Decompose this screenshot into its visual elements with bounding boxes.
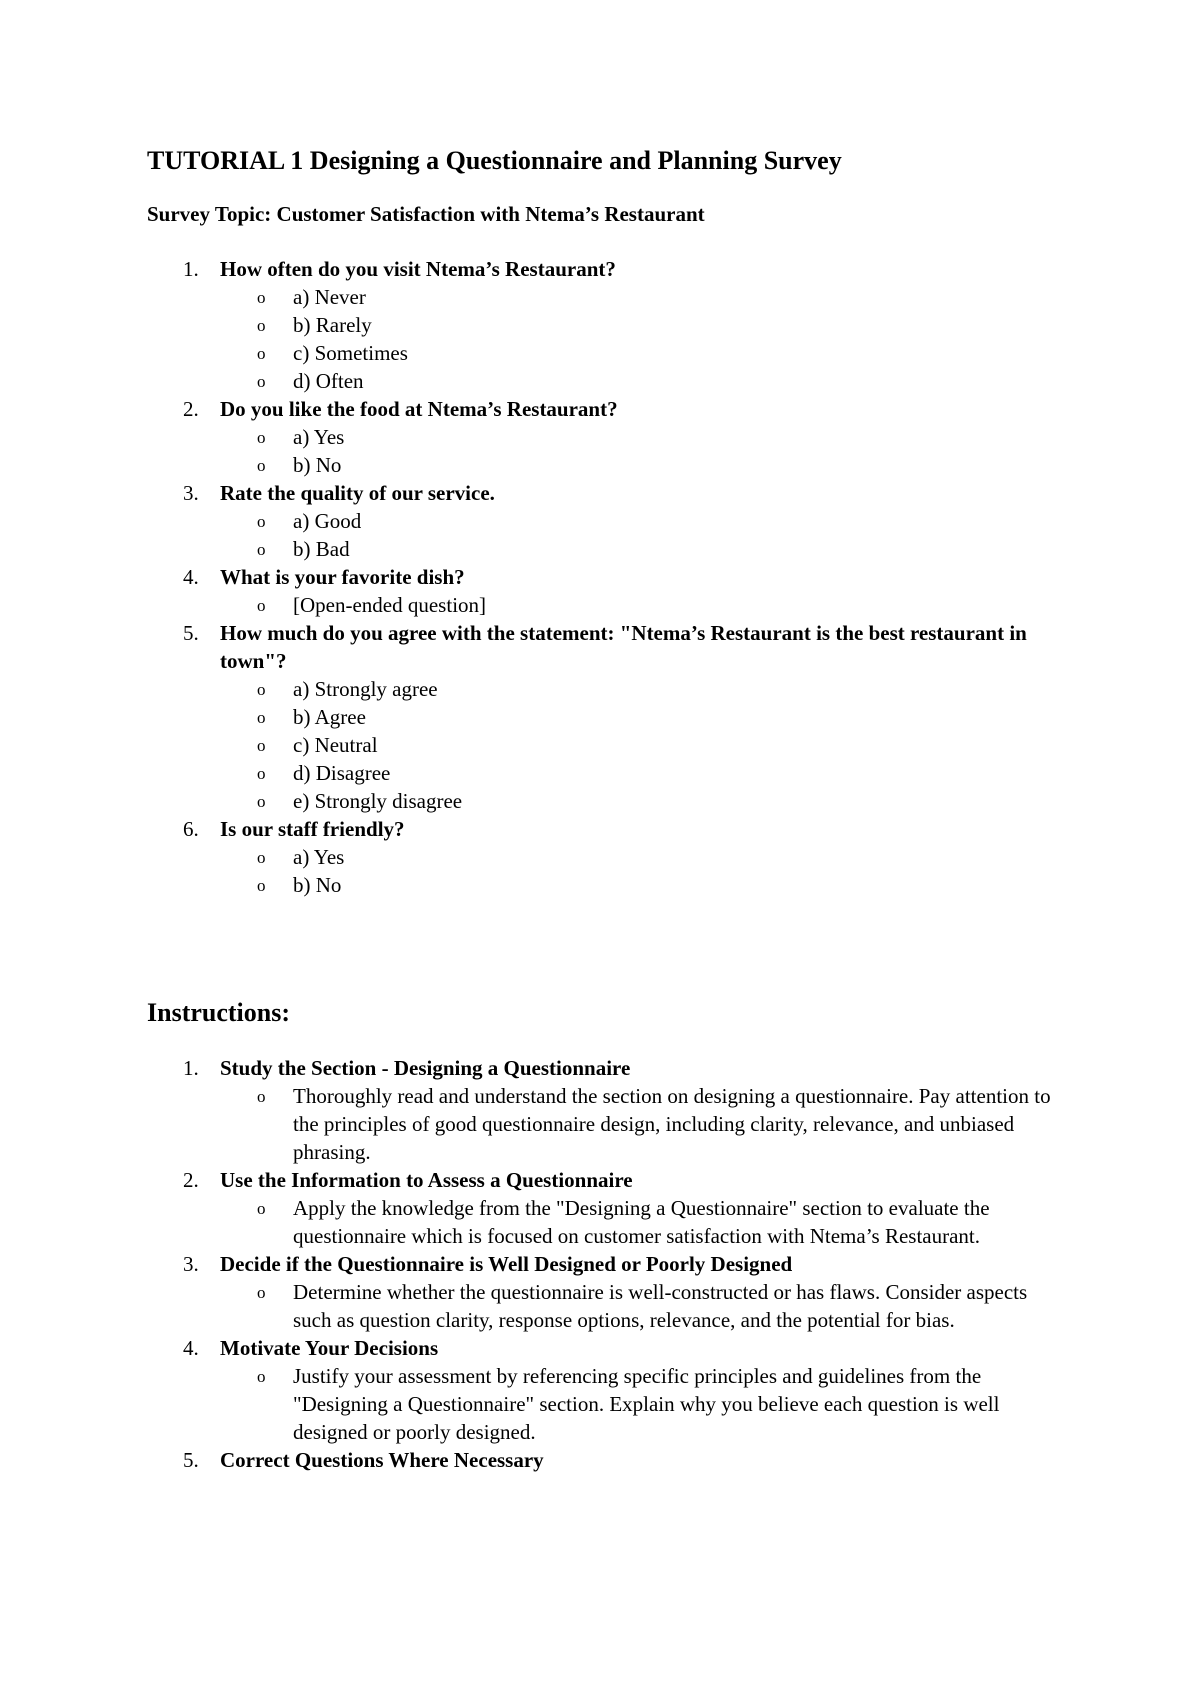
instruction-number: 4. bbox=[183, 1336, 199, 1360]
instruction-title: Use the Information to Assess a Questionnaire bbox=[220, 1168, 633, 1192]
option-text: b) Bad bbox=[293, 537, 350, 561]
option-item bbox=[220, 311, 1067, 339]
option-text: a) Never bbox=[293, 285, 366, 309]
option-item bbox=[220, 423, 1067, 451]
option-item bbox=[220, 871, 1067, 899]
option-item bbox=[220, 787, 1067, 815]
question-list bbox=[147, 255, 1067, 899]
question-number: 4. bbox=[183, 565, 199, 589]
instruction-description-text: Determine whether the questionnaire is well-constructed or has flaws. Consider aspects such as question clarity, response options, relevance, and the potential for bias. bbox=[293, 1280, 1028, 1332]
option-text: b) No bbox=[293, 453, 342, 477]
option-text: a) Yes bbox=[293, 845, 345, 869]
instructions-heading: Instructions: bbox=[147, 998, 291, 1027]
question-item bbox=[147, 395, 1067, 479]
option-item bbox=[220, 703, 1067, 731]
circle-bullet-icon: o bbox=[257, 456, 266, 475]
option-item bbox=[220, 367, 1067, 395]
question-item bbox=[147, 563, 1067, 619]
option-text: a) Good bbox=[293, 509, 362, 533]
instruction-item bbox=[147, 1446, 1067, 1474]
instruction-description-text: Justify your assessment by referencing specific principles and guidelines from the "Designing a Questionnaire" section. Explain why you believe each question is well designed or poorly designed. bbox=[293, 1364, 1000, 1444]
question-number: 1. bbox=[183, 257, 199, 281]
option-text: b) Rarely bbox=[293, 313, 372, 337]
question-text: How much do you agree with the statement: "Ntema’s Restaurant is the best restaurant in town"? bbox=[220, 621, 1027, 673]
circle-bullet-icon: o bbox=[257, 708, 266, 727]
instruction-item bbox=[147, 1334, 1067, 1446]
circle-bullet-icon: o bbox=[257, 792, 266, 811]
circle-bullet-icon: o bbox=[257, 316, 266, 335]
instruction-description bbox=[220, 1362, 1067, 1446]
option-text: b) No bbox=[293, 873, 342, 897]
instruction-title: Study the Section - Designing a Questionnaire bbox=[220, 1056, 631, 1080]
question-item bbox=[147, 619, 1067, 815]
circle-bullet-icon: o bbox=[257, 596, 266, 615]
circle-bullet-icon: o bbox=[257, 680, 266, 699]
circle-bullet-icon: o bbox=[257, 288, 266, 307]
option-text: c) Neutral bbox=[293, 733, 378, 757]
option-item bbox=[220, 535, 1067, 563]
circle-bullet-icon: o bbox=[257, 1199, 266, 1218]
option-item bbox=[220, 451, 1067, 479]
question-text: Is our staff friendly? bbox=[220, 817, 405, 841]
question-text: Do you like the food at Ntema’s Restaurant? bbox=[220, 397, 618, 421]
circle-bullet-icon: o bbox=[257, 372, 266, 391]
option-list bbox=[220, 843, 1067, 899]
instruction-number: 2. bbox=[183, 1168, 199, 1192]
question-number: 5. bbox=[183, 621, 199, 645]
circle-bullet-icon: o bbox=[257, 1367, 266, 1386]
circle-bullet-icon: o bbox=[257, 1087, 266, 1106]
instruction-number: 1. bbox=[183, 1056, 199, 1080]
option-text: c) Sometimes bbox=[293, 341, 408, 365]
circle-bullet-icon: o bbox=[257, 428, 266, 447]
option-item bbox=[220, 591, 1067, 619]
instruction-title: Decide if the Questionnaire is Well Designed or Poorly Designed bbox=[220, 1252, 793, 1276]
option-text: e) Strongly disagree bbox=[293, 789, 463, 813]
option-list bbox=[220, 423, 1067, 479]
question-text: What is your favorite dish? bbox=[220, 565, 465, 589]
option-item bbox=[220, 339, 1067, 367]
instruction-description bbox=[220, 1278, 1067, 1334]
circle-bullet-icon: o bbox=[257, 848, 266, 867]
instruction-title: Motivate Your Decisions bbox=[220, 1336, 439, 1360]
instruction-description bbox=[220, 1082, 1067, 1166]
page-title: TUTORIAL 1 Designing a Questionnaire and Planning Survey bbox=[147, 146, 842, 175]
survey-topic: Survey Topic: Customer Satisfaction with Ntema’s Restaurant bbox=[147, 202, 705, 226]
option-list bbox=[220, 507, 1067, 563]
instruction-description-text: Apply the knowledge from the "Designing a Questionnaire" section to evaluate the questionnaire which is focused on customer satisfaction with Ntema’s Restaurant. bbox=[293, 1196, 990, 1248]
instruction-description bbox=[220, 1194, 1067, 1250]
question-item bbox=[147, 255, 1067, 395]
option-item bbox=[220, 843, 1067, 871]
option-item bbox=[220, 675, 1067, 703]
option-item bbox=[220, 507, 1067, 535]
instruction-description-text: Thoroughly read and understand the section on designing a questionnaire. Pay attention to the principles of good questionnaire design, including clarity, relevance, and unbiased phrasing. bbox=[293, 1084, 1051, 1164]
question-number: 6. bbox=[183, 817, 199, 841]
question-item bbox=[147, 479, 1067, 563]
option-text: a) Strongly agree bbox=[293, 677, 438, 701]
instruction-item bbox=[147, 1250, 1067, 1334]
option-text: d) Disagree bbox=[293, 761, 391, 785]
question-item bbox=[147, 815, 1067, 899]
option-item bbox=[220, 283, 1067, 311]
instruction-number: 3. bbox=[183, 1252, 199, 1276]
circle-bullet-icon: o bbox=[257, 512, 266, 531]
option-text: a) Yes bbox=[293, 425, 345, 449]
document-content bbox=[147, 142, 1067, 1472]
circle-bullet-icon: o bbox=[257, 1283, 266, 1302]
instruction-number: 5. bbox=[183, 1448, 199, 1472]
question-text: Rate the quality of our service. bbox=[220, 481, 495, 505]
question-text: How often do you visit Ntema’s Restaurant? bbox=[220, 257, 616, 281]
question-number: 3. bbox=[183, 481, 199, 505]
instruction-list bbox=[147, 1054, 1067, 1474]
option-text: b) Agree bbox=[293, 705, 366, 729]
circle-bullet-icon: o bbox=[257, 736, 266, 755]
circle-bullet-icon: o bbox=[257, 764, 266, 783]
instruction-item bbox=[147, 1166, 1067, 1250]
circle-bullet-icon: o bbox=[257, 540, 266, 559]
option-list bbox=[220, 675, 1067, 815]
option-list bbox=[220, 591, 1067, 619]
option-list bbox=[220, 283, 1067, 395]
circle-bullet-icon: o bbox=[257, 344, 266, 363]
instruction-title: Correct Questions Where Necessary bbox=[220, 1448, 544, 1472]
question-number: 2. bbox=[183, 397, 199, 421]
option-text: [Open-ended question] bbox=[293, 593, 487, 617]
option-text: d) Often bbox=[293, 369, 364, 393]
circle-bullet-icon: o bbox=[257, 876, 266, 895]
option-item bbox=[220, 731, 1067, 759]
instruction-item bbox=[147, 1054, 1067, 1166]
option-item bbox=[220, 759, 1067, 787]
